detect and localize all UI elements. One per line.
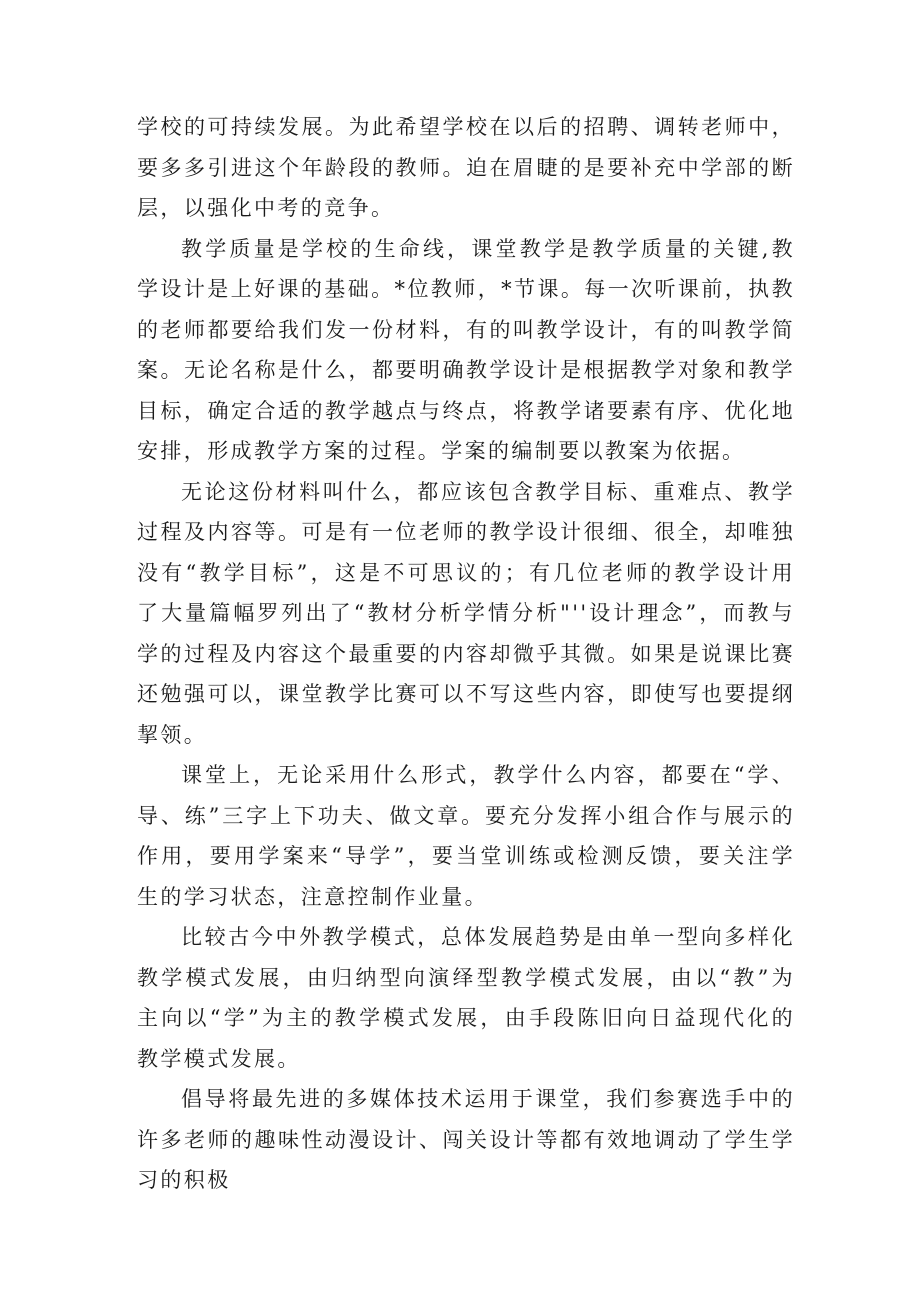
paragraph: 倡导将最先进的多媒体技术运用于课堂，我们参赛选手中的许多老师的趣味性动漫设计、闯关设计等都有效地调动了学生学习的积极 (137, 1087, 795, 1192)
paragraph: 课堂上，无论采用什么形式，教学什么内容，都要在“学、导、练”三字上下功夫、做文章。要充分发挥小组合作与展示的作用，要用学案来“导学”，要当堂训练或检测反馈，要关注学生的学习状态，注意控制作业量。 (137, 763, 795, 909)
paragraph: 教学质量是学校的生命线，课堂教学是教学质量的关键,教学设计是上好课的基础。*位教师，*节课。每一次听课前，执教的老师都要给我们发一份材料，有的叫教学设计，有的叫教学简案。无论名称是什么，都要明确教学设计是根据教学对象和教学目标，确定合适的教学越点与终点，将教学诸要素有序、优化地安排，形成教学方案的过程。学案的编制要以教案为依据。 (137, 236, 795, 463)
paragraph: 学校的可持续发展。为此希望学校在以后的招聘、调转老师中，要多多引进这个年龄段的教师。迫在眉睫的是要补充中学部的断层，以强化中考的竞争。 (137, 115, 795, 220)
document-body (137, 107, 795, 1201)
paragraph: 比较古今中外教学模式，总体发展趋势是由单一型向多样化教学模式发展，由归纳型向演绎型教学模式发展，由以“教”为主向以“学”为主的教学模式发展，由手段陈旧向日益现代化的教学模式发展。 (137, 925, 795, 1071)
paragraph: 无论这份材料叫什么，都应该包含教学目标、重难点、教学过程及内容等。可是有一位老师的教学设计很细、很全，却唯独没有“教学目标”，这是不可思议的；有几位老师的教学设计用了大量篇幅罗列出了“教材分析学情分析"''设计理念”，而教与学的过程及内容这个最重要的内容却微乎其微。如果是说课比赛还勉强可以，课堂教学比赛可以不写这些内容，即使写也要提纲挈领。 (137, 479, 795, 747)
